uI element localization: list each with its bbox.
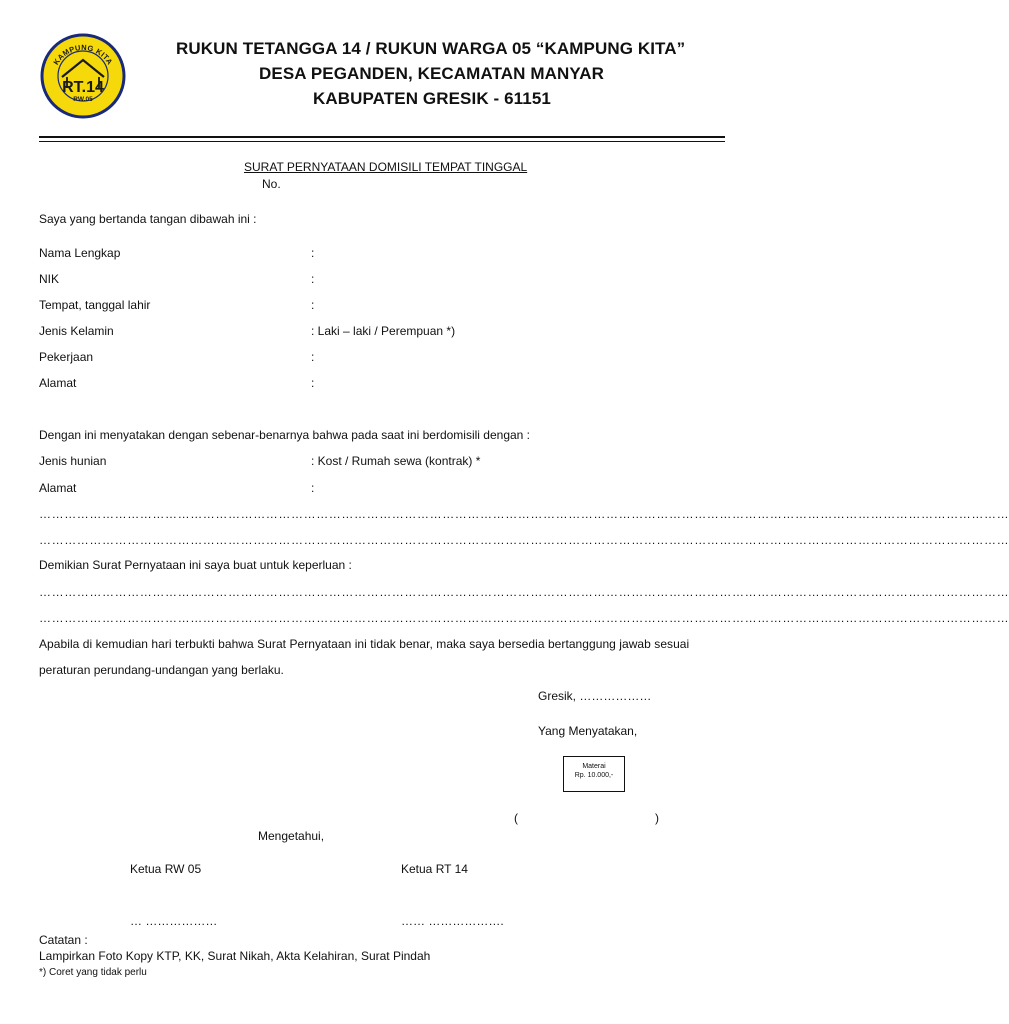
field-label: NIK — [39, 272, 60, 286]
domicile-value: : — [311, 481, 315, 495]
signature-open: ( — [514, 811, 518, 825]
dotted-line: …………………………………………………………………………………………………………………………………………………………………………………………………………… — [39, 533, 1009, 547]
document-title: SURAT PERNYATAAN DOMISILI TEMPAT TINGGAL — [244, 160, 528, 174]
statement-text: Dengan ini menyatakan dengan sebenar-benarnya bahwa pada saat ini berdomisili dengan : — [39, 428, 531, 442]
place-date: Gresik, ……………… — [538, 689, 652, 703]
field-value: : Laki – laki / Perempuan *) — [311, 324, 456, 338]
header-line-2: DESA PEGANDEN, KECAMATAN MANYAR — [259, 64, 605, 83]
domicile-value: : Kost / Rumah sewa (kontrak) * — [311, 454, 481, 468]
stamp-line-1: Materai — [582, 763, 606, 770]
head-rt-signature: …… ………………. — [401, 914, 504, 928]
logo-main-text: RT.14 — [62, 79, 104, 96]
rt14-logo — [40, 33, 126, 119]
acknowledged-label: Mengetahui, — [258, 829, 325, 843]
field-label: Pekerjaan — [39, 350, 94, 364]
stamp-line-2: Rp. 10.000,- — [574, 772, 614, 779]
logo-sub-text: RW.05 — [73, 96, 93, 103]
footnote: *) Coret yang tidak perlu — [39, 967, 147, 978]
field-value: : — [311, 350, 315, 364]
head-rt-label: Ketua RT 14 — [401, 862, 468, 876]
number-label: No. — [262, 177, 281, 191]
closing-text-2: peraturan perundang-undangan yang berlaku. — [39, 663, 284, 677]
field-label: Alamat — [39, 376, 77, 390]
intro-text: Saya yang bertanda tangan dibawah ini : — [39, 212, 257, 226]
head-rw-label: Ketua RW 05 — [130, 862, 202, 876]
header-line-3: KABUPATEN GRESIK - 61151 — [313, 89, 551, 108]
stamp-box — [563, 756, 625, 792]
domicile-label: Alamat — [39, 481, 77, 495]
field-label: Jenis Kelamin — [39, 324, 114, 338]
header-rule-thick — [39, 136, 725, 138]
field-label: Tempat, tanggal lahir — [39, 298, 151, 312]
notes-text: Lampirkan Foto Kopy KTP, KK, Surat Nikah, Akta Kelahiran, Surat Pindah — [39, 949, 431, 963]
dotted-line: …………………………………………………………………………………………………………………………………………………………………………………………………………… — [39, 507, 1009, 521]
notes-label: Catatan : — [39, 933, 88, 947]
declarant-label: Yang Menyatakan, — [538, 724, 638, 738]
header-line-1: RUKUN TETANGGA 14 / RUKUN WARGA 05 “KAMPUNG KITA” — [176, 39, 686, 58]
domicile-label: Jenis hunian — [39, 454, 107, 468]
dotted-line: …………………………………………………………………………………………………………………………………………………………………………………………………………… — [39, 611, 1009, 625]
field-value: : — [311, 272, 315, 286]
logo-arc-text: KAMPUNG KITA — [51, 42, 115, 67]
purpose-text: Demikian Surat Pernyataan ini saya buat untuk keperluan : — [39, 558, 352, 572]
field-value: : — [311, 246, 315, 260]
signature-close: ) — [655, 811, 659, 825]
header-rule-thin — [39, 141, 725, 142]
field-label: Nama Lengkap — [39, 246, 121, 260]
closing-text-1: Apabila di kemudian hari terbukti bahwa Surat Pernyataan ini tidak benar, maka saya bersedia bertanggung jawab sesuai — [39, 637, 690, 651]
field-value: : — [311, 376, 315, 390]
dotted-line: …………………………………………………………………………………………………………………………………………………………………………………………………………… — [39, 585, 1009, 599]
field-value: : — [311, 298, 315, 312]
head-rw-signature: … ……………… — [130, 914, 218, 928]
